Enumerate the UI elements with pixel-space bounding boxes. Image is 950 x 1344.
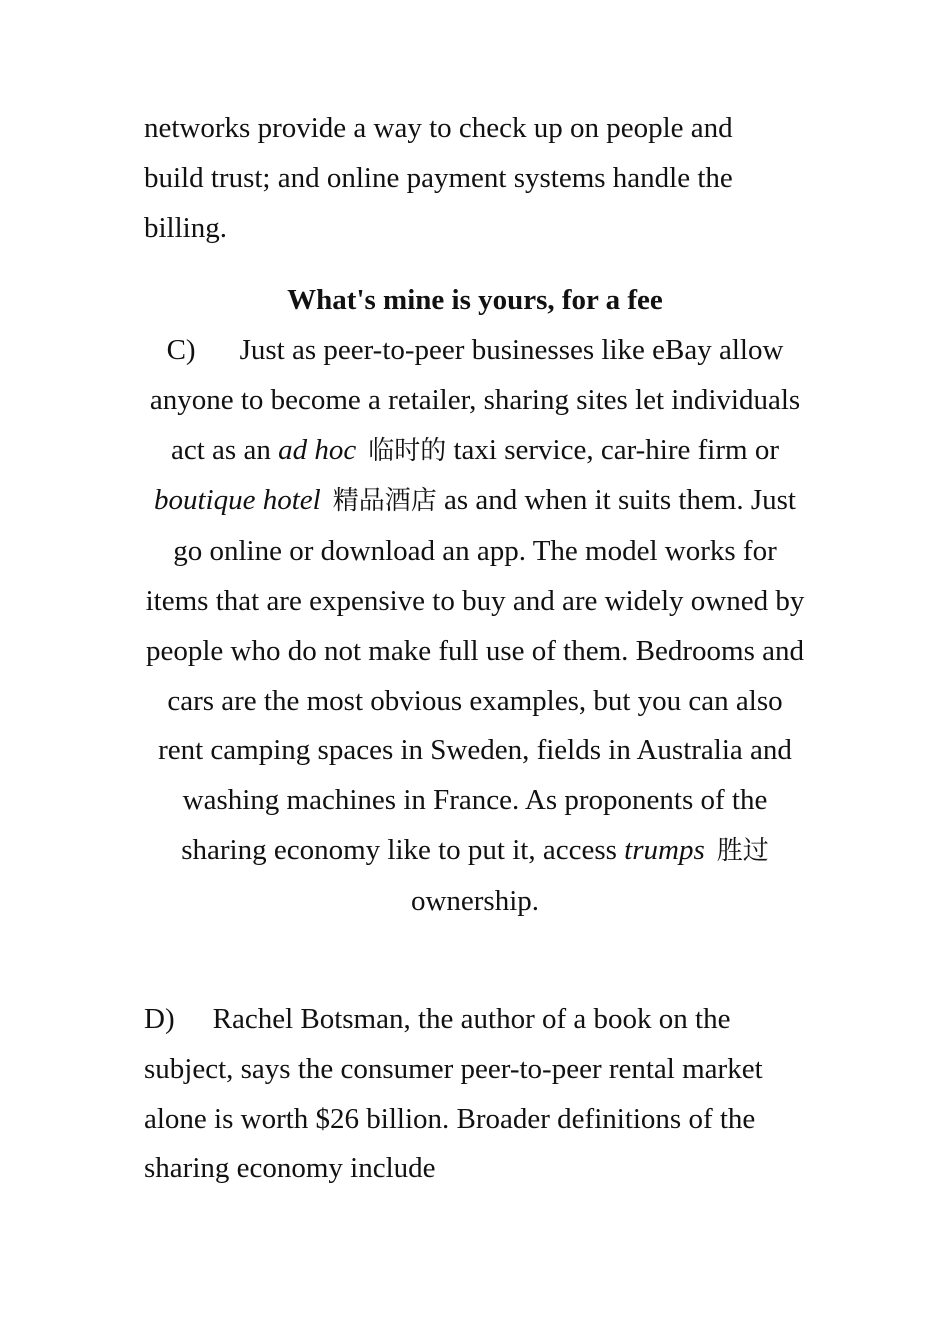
italic-term: ad hoc [278,433,357,466]
paragraph-d [144,995,814,1194]
paragraph-continuation [144,104,814,253]
paragraph-marker: C) [166,334,196,366]
section-heading: What's mine is yours, for a fee [287,284,663,316]
paragraph-text: ownership. [410,884,540,917]
paragraph-text: Rachel Botsman, the author of a book on the subject, says the consumer peer-to-peer rental market alone is worth $26 billion. Broader definitions of the sharing economy include [144,1003,763,1185]
chinese-gloss: 胜过 [716,835,769,866]
paragraph-c [144,326,806,927]
paragraph-text: taxi service, car-hire firm or [446,433,779,466]
paragraph-line: networks provide a way to check up on people and [144,112,733,144]
chinese-gloss: 精品酒店 [332,486,437,517]
italic-term: trumps [624,833,705,866]
paragraph-line: build trust; and online payment systems handle the [144,161,733,194]
chinese-gloss: 临时的 [368,435,447,466]
paragraph-text: Just as peer-to-peer businesses like eBay allow anyone to become a retailer, sharing sites let individuals act as an [149,334,801,466]
paragraph-text: as and when it suits them. Just go online or download an app. The model works for items that are expensive to buy and are widely owned by people who do not make full use of them. Bedrooms and cars are the most obvious examples, but you can also rent camping spaces in Sweden, fields in Australia and washing machines in France. As proponents of the sharing economy like to put it, access [145,484,805,866]
paragraph-line: billing. [144,211,227,244]
italic-term: boutique hotel [153,484,321,517]
paragraph-marker: D) [144,1003,175,1035]
